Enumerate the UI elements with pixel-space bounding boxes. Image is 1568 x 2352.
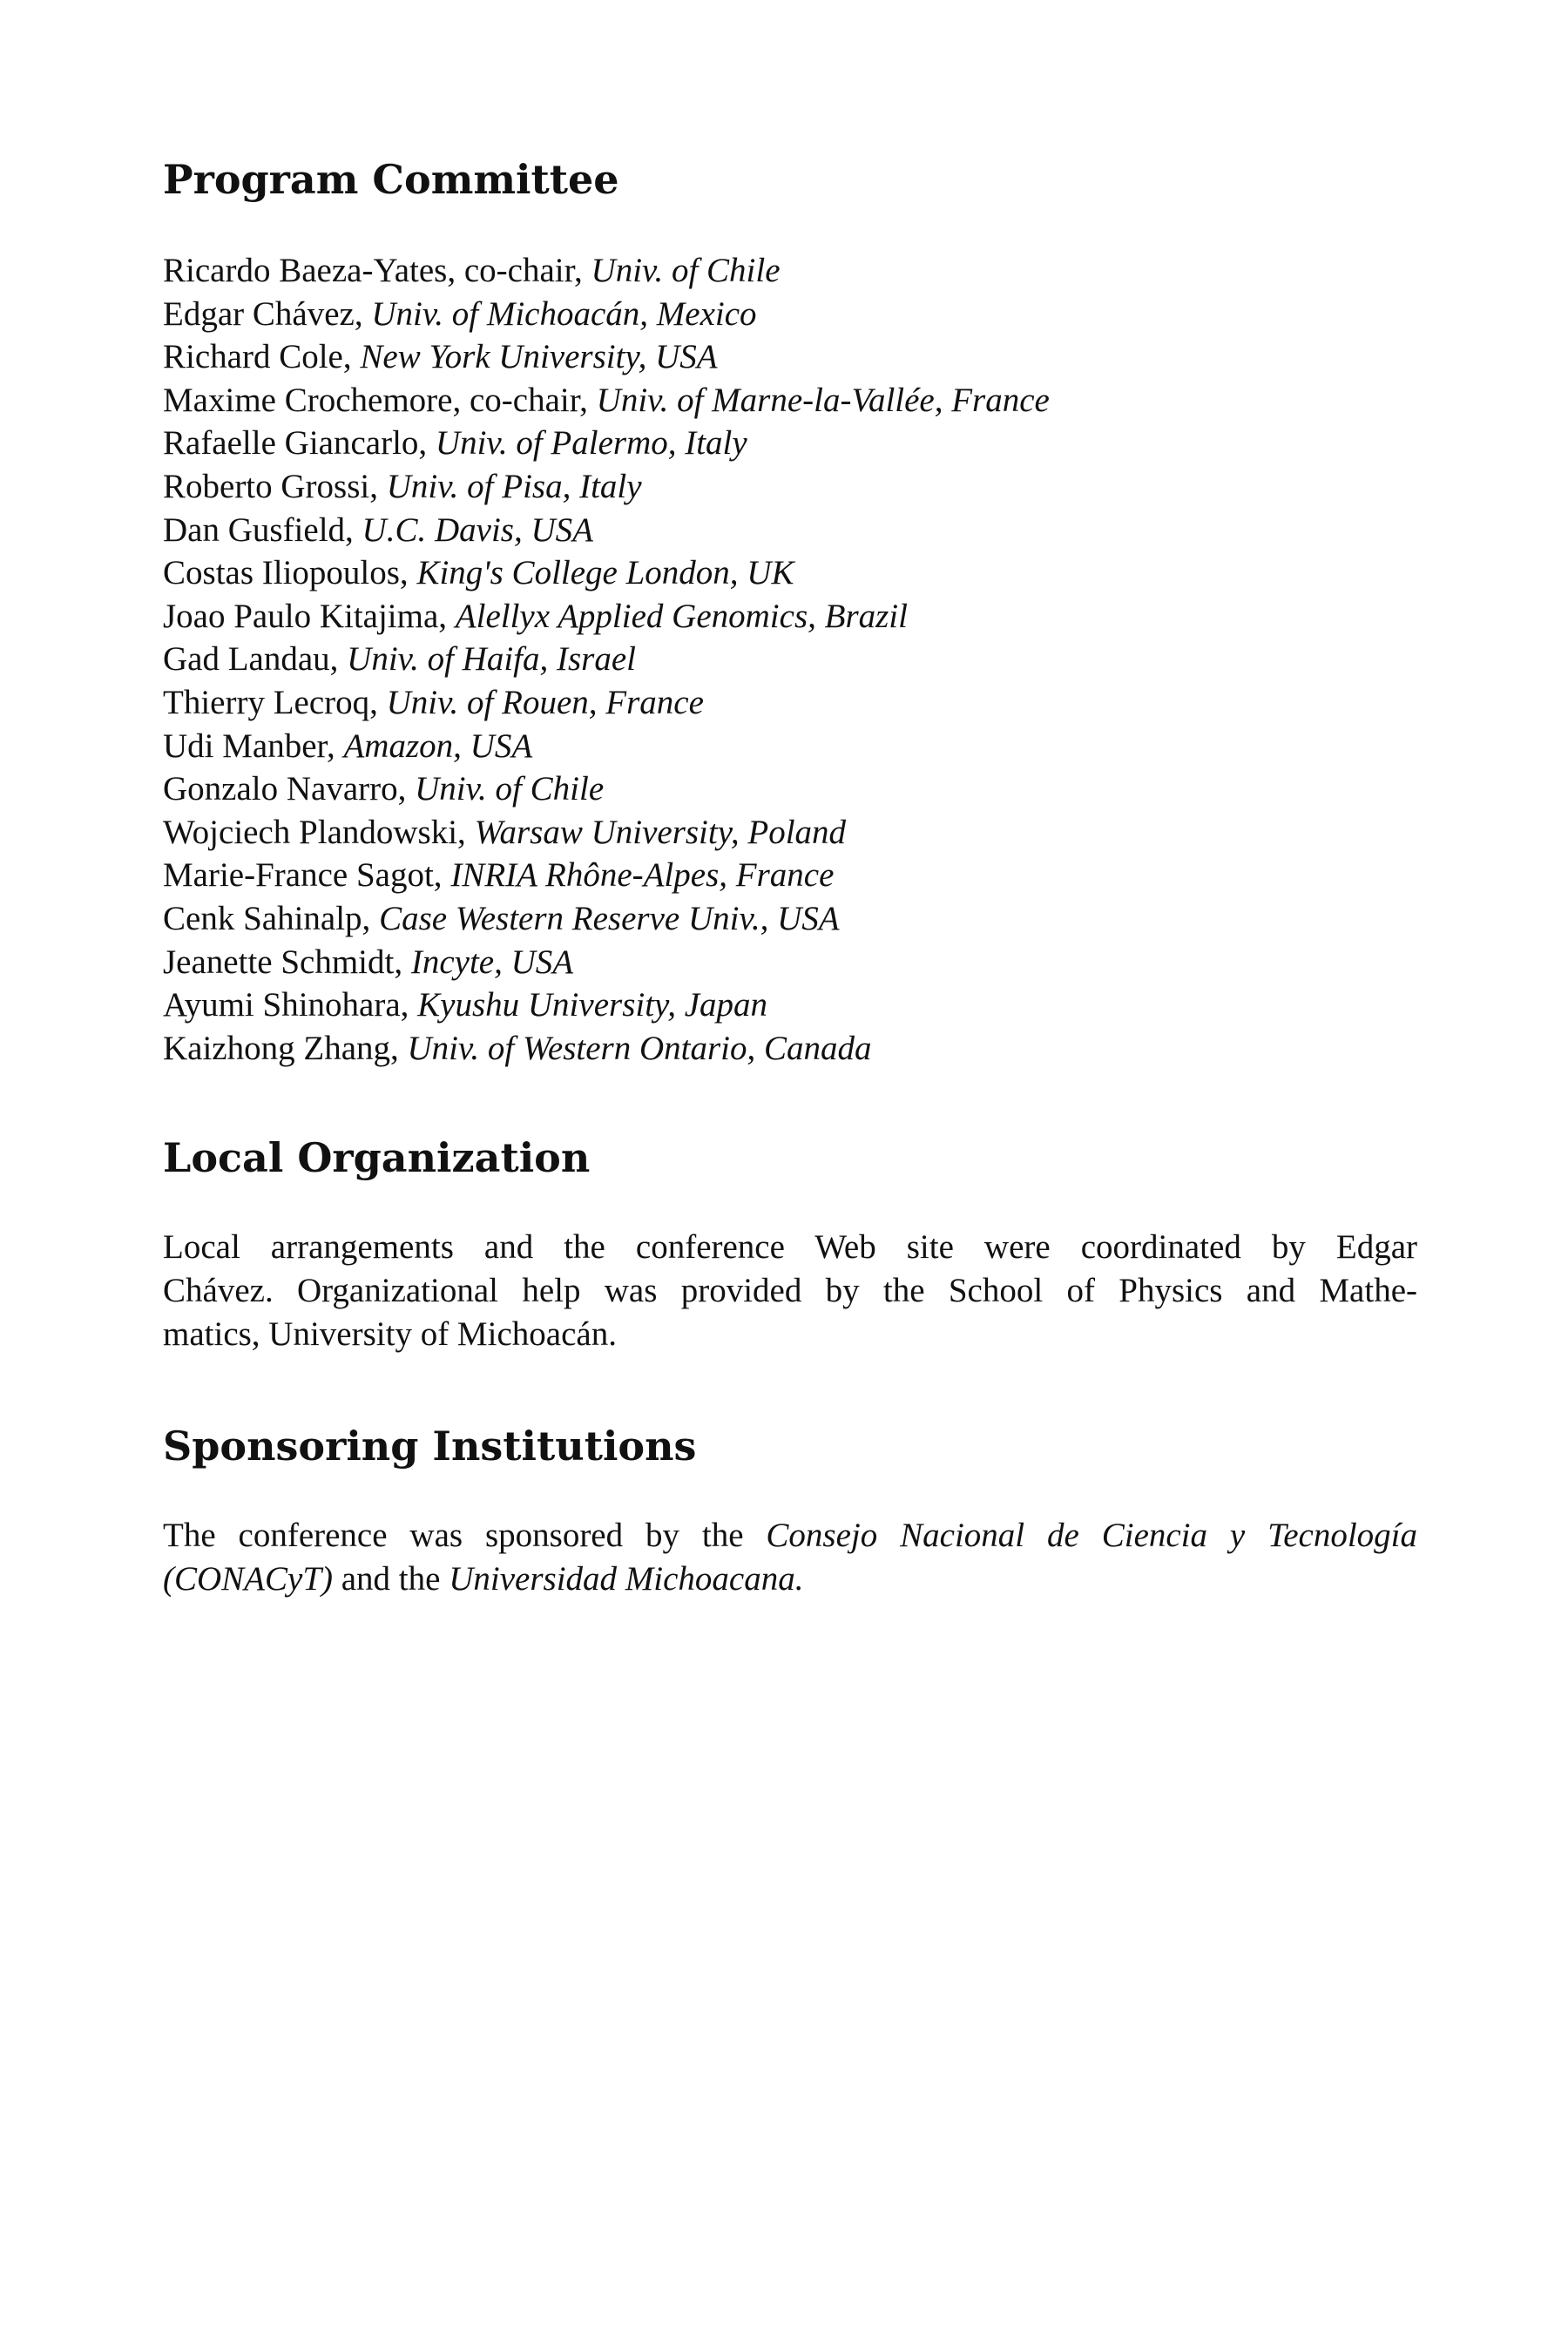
member-name: Roberto Grossi, [163, 467, 387, 505]
committee-member [163, 293, 1050, 336]
committee-member [163, 767, 1050, 811]
paragraph-line: matics, University of Michoacán. [163, 1315, 617, 1353]
committee-member [163, 1027, 1050, 1071]
member-affiliation: Univ. of Western Ontario, Canada [407, 1029, 872, 1067]
member-name: Richard Cole, [163, 338, 361, 376]
member-name: Gad Landau, [163, 640, 348, 679]
member-name: Maxime Crochemore, co-chair, [163, 381, 597, 419]
member-affiliation: Univ. of Michoacán, Mexico [371, 294, 757, 333]
program-committee-heading: Program Committee [163, 156, 619, 203]
member-name: Joao Paulo Kitajima, [163, 597, 456, 635]
member-affiliation: Univ. of Haifa, Israel [347, 640, 636, 679]
member-name: Udi Manber, [163, 727, 344, 765]
committee-member [163, 335, 1050, 379]
member-affiliation: Warsaw University, Poland [474, 813, 847, 851]
member-affiliation: Alellyx Applied Genomics, Brazil [455, 597, 908, 635]
committee-member [163, 811, 1050, 855]
committee-member [163, 983, 1050, 1027]
member-affiliation: New York University, USA [360, 338, 718, 376]
sponsoring-institutions-heading: Sponsoring Institutions [163, 1423, 697, 1470]
committee-member [163, 725, 1050, 768]
member-affiliation: King's College London, UK [416, 554, 794, 592]
member-affiliation: Kyushu University, Japan [417, 986, 768, 1024]
committee-member [163, 681, 1050, 725]
member-name: Ayumi Shinohara, [163, 986, 418, 1024]
member-name: Wojciech Plandowski, [163, 813, 475, 851]
member-name: Ricardo Baeza-Yates, co-chair, [163, 252, 591, 289]
member-name: Marie-France Sagot, [163, 856, 451, 895]
member-name: Cenk Sahinalp, [163, 899, 380, 937]
member-name: Rafaelle Giancarlo, [163, 424, 436, 463]
committee-member [163, 638, 1050, 681]
sponsoring-institutions-paragraph [163, 1514, 1417, 1601]
member-affiliation: Univ. of Palermo, Italy [435, 424, 747, 463]
member-name: Dan Gusfield, [163, 510, 362, 549]
committee-member [163, 595, 1050, 639]
paragraph-line: Local arrangements and the conference Web site were coordinated by Edgar [163, 1228, 1417, 1266]
member-affiliation: Univ. of Pisa, Italy [386, 467, 642, 505]
member-affiliation: Case Western Reserve Univ., USA [379, 899, 840, 937]
committee-member [163, 897, 1050, 941]
local-organization-heading: Local Organization [163, 1134, 591, 1181]
member-affiliation: Univ. of Marne-la-Vallée, France [596, 381, 1050, 419]
member-affiliation: U.C. Davis, USA [362, 510, 593, 549]
member-name: Costas Iliopoulos, [163, 554, 417, 592]
member-name: Jeanette Schmidt, [163, 943, 411, 981]
sponsor-text: and the [333, 1560, 449, 1598]
member-affiliation: Incyte, USA [410, 943, 574, 981]
member-affiliation: Amazon, USA [343, 727, 533, 765]
member-name: Gonzalo Navarro, [163, 770, 416, 808]
sponsor-name-conacyt: Consejo Nacional de Ciencia y Tecnología [766, 1517, 1418, 1554]
committee-member [163, 422, 1050, 465]
paragraph-line [163, 1558, 1417, 1601]
committee-member [163, 854, 1050, 897]
paragraph-line [163, 1514, 1417, 1558]
sponsor-acronym: (CONACyT) [163, 1560, 333, 1598]
committee-member [163, 465, 1050, 509]
member-affiliation: INRIA Rhône-Alpes, France [450, 856, 835, 895]
committee-member [163, 551, 1050, 595]
committee-list [163, 249, 1050, 1070]
sponsor-name-university: Universidad Michoacana. [449, 1560, 804, 1598]
member-name: Edgar Chávez, [163, 294, 372, 333]
committee-member [163, 379, 1050, 422]
member-name: Thierry Lecroq, [163, 683, 387, 721]
member-affiliation: Univ. of Chile [415, 770, 605, 808]
sponsor-text: The conference was sponsored by the [163, 1517, 767, 1554]
committee-member [163, 509, 1050, 552]
member-affiliation: Univ. of Rouen, France [386, 683, 704, 721]
member-affiliation: Univ. of Chile [591, 252, 781, 289]
member-name: Kaizhong Zhang, [163, 1029, 408, 1067]
paragraph-line: Chávez. Organizational help was provided by the School of Physics and Mathe- [163, 1272, 1417, 1309]
committee-member [163, 941, 1050, 984]
committee-member [163, 249, 1050, 293]
local-organization-paragraph [163, 1226, 1417, 1356]
